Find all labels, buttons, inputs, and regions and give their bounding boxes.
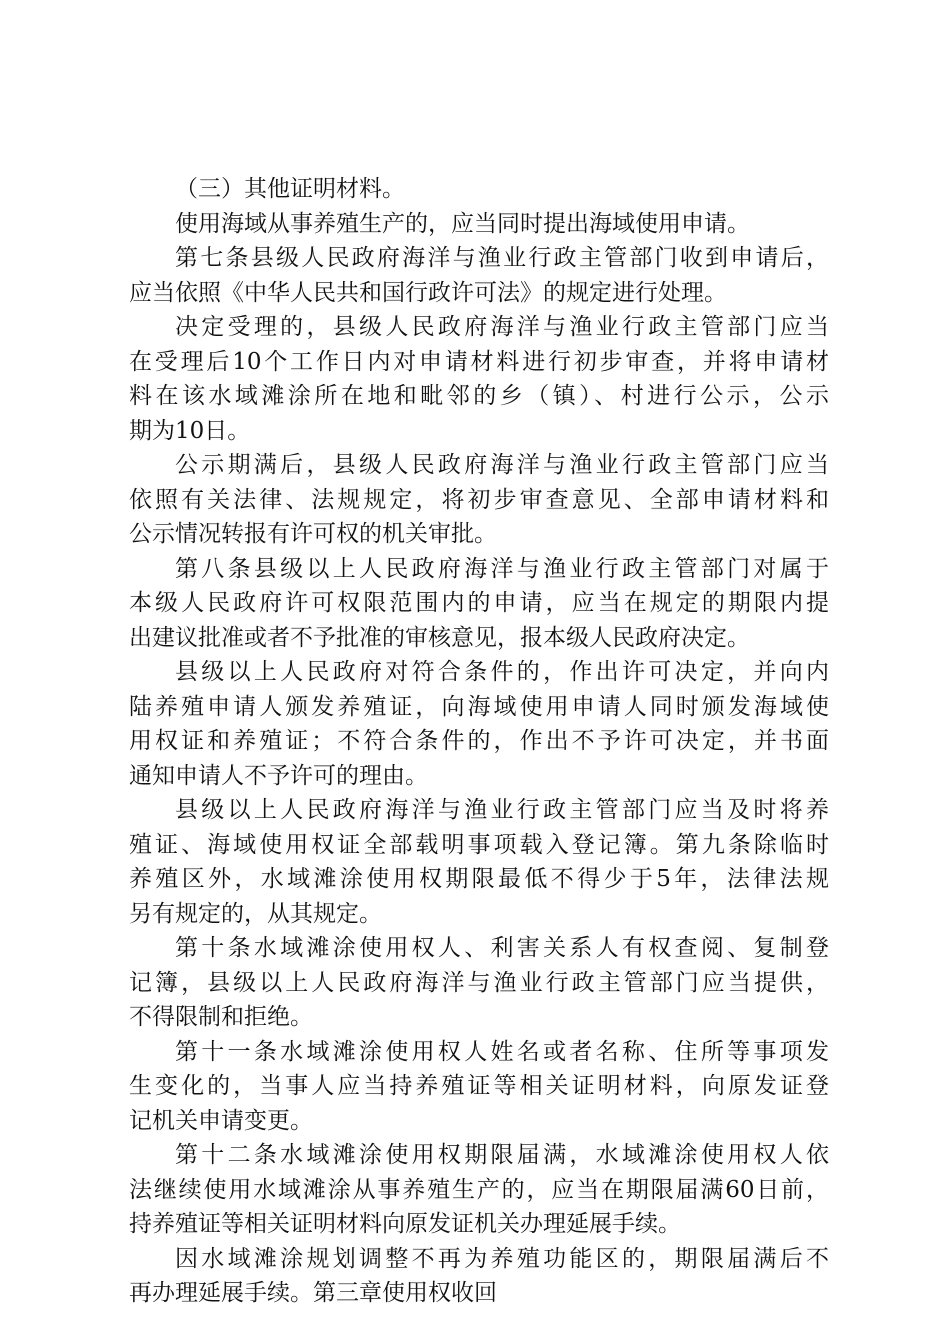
- text-line: 不得限制和拒绝。: [129, 1004, 313, 1030]
- text-line: 记机关申请变更。: [129, 1107, 313, 1134]
- text-line: （三）其他证明材料。: [175, 176, 405, 202]
- text-line: 记簿，县级以上人民政府海洋与渔业行政主管部门应当提供，: [129, 969, 829, 996]
- text-line: 县级以上人民政府海洋与渔业行政主管部门应当及时将养: [175, 797, 829, 823]
- text-line: 第十一条水域滩涂使用权人姓名或者名称、住所等事项发: [175, 1038, 829, 1065]
- text-line: 公示期满后，县级人民政府海洋与渔业行政主管部门应当: [175, 452, 829, 478]
- text-line: 用权证和养殖证；不符合条件的，作出不予许可决定，并书面: [129, 728, 829, 754]
- text-line: 料在该水域滩涂所在地和毗邻的乡（镇）、村进行公示，公示: [129, 383, 829, 409]
- text-line: 出建议批准或者不予批准的审核意见，报本级人民政府决定。: [129, 624, 750, 651]
- text-line: 依照有关法律、法规规定，将初步审查意见、全部申请材料和: [129, 486, 829, 513]
- text-line: 陆养殖申请人颁发养殖证，向海域使用申请人同时颁发海域使: [129, 693, 829, 720]
- text-line: 另有规定的，从其规定。: [129, 900, 382, 927]
- text-line: 养殖区外，水域滩涂使用权期限最低不得少于5年，法律法规: [129, 866, 829, 892]
- text-line: 通知申请人不予许可的理由。: [129, 762, 428, 789]
- text-line: 应当依照《中华人民共和国行政许可法》的规定进行处理。: [129, 279, 727, 306]
- text-line: 法继续使用水域滩涂从事养殖生产的，应当在期限届满60日前，: [129, 1176, 829, 1203]
- text-line: 第八条县级以上人民政府海洋与渔业行政主管部门对属于: [175, 555, 829, 582]
- text-line: 第七条县级人民政府海洋与渔业行政主管部门收到申请后，: [175, 245, 829, 271]
- text-line: 持养殖证等相关证明材料向原发证机关办理延展手续。: [129, 1211, 681, 1237]
- text-line: 本级人民政府许可权限范围内的申请，应当在规定的期限内提: [129, 590, 829, 616]
- text-line: 期为10日。: [129, 417, 251, 444]
- text-line: 决定受理的，县级人民政府海洋与渔业行政主管部门应当: [175, 314, 829, 340]
- text-line: 再办理延展手续。第三章使用权收回: [129, 1280, 497, 1306]
- text-line: 在受理后10个工作日内对申请材料进行初步审查，并将申请材: [129, 348, 829, 375]
- document-body: [129, 172, 829, 1311]
- text-line: 使用海域从事养殖生产的，应当同时提出海域使用申请。: [175, 210, 750, 237]
- text-line: 公示情况转报有许可权的机关审批。: [129, 521, 497, 547]
- text-line: 县级以上人民政府对符合条件的，作出许可决定，并向内: [175, 659, 829, 685]
- text-line: 殖证、海域使用权证全部载明事项载入登记簿。第九条除临时: [129, 831, 829, 858]
- text-line: 生变化的，当事人应当持养殖证等相关证明材料，向原发证登: [129, 1073, 829, 1099]
- text-line: 第十条水域滩涂使用权人、利害关系人有权查阅、复制登: [175, 935, 829, 961]
- text-line: 因水域滩涂规划调整不再为养殖功能区的，期限届满后不: [175, 1245, 829, 1272]
- text-line: 第十二条水域滩涂使用权期限届满，水域滩涂使用权人依: [175, 1142, 829, 1168]
